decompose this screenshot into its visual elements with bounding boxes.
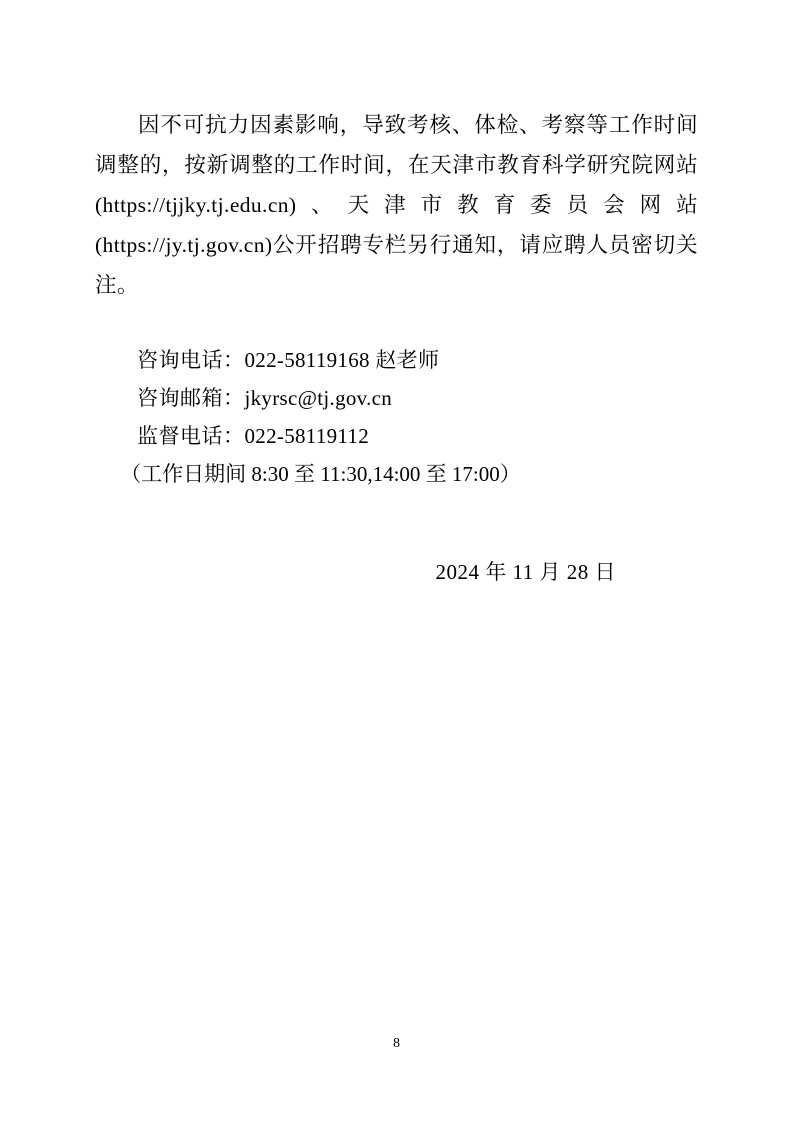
contact-line-email (95, 379, 698, 417)
contact-value-supervision: 022-58119112 (244, 424, 370, 448)
document-date: 2024 年 11 月 28 日 (435, 560, 616, 584)
contact-line-supervision (95, 417, 698, 455)
contact-line-phone (95, 341, 698, 379)
contact-label-email: 咨询邮箱： (137, 386, 245, 410)
contact-label-supervision: 监督电话： (137, 424, 245, 448)
body-paragraph: 因不可抗力因素影响，导致考核、体检、考察等工作时间调整的，按新调整的工作时间，在天津市教育科学研究院网站(https://tjjky.tj.edu.cn)、天津市教育委员会网站(https://jy.tj.gov.cn)公开招聘专栏另行通知，请应聘人员密切关注。 (95, 113, 698, 297)
page-number: 8 (393, 1036, 400, 1051)
office-hours-line: （工作日期间 8:30 至 11:30,14:00 至 17:00） (120, 462, 521, 486)
contact-block (95, 341, 698, 493)
contact-value-phone: 022-58119168 赵老师 (244, 348, 440, 372)
contact-value-email: jkyrsc@tj.gov.cn (244, 386, 393, 410)
contact-label-phone: 咨询电话： (137, 348, 245, 372)
